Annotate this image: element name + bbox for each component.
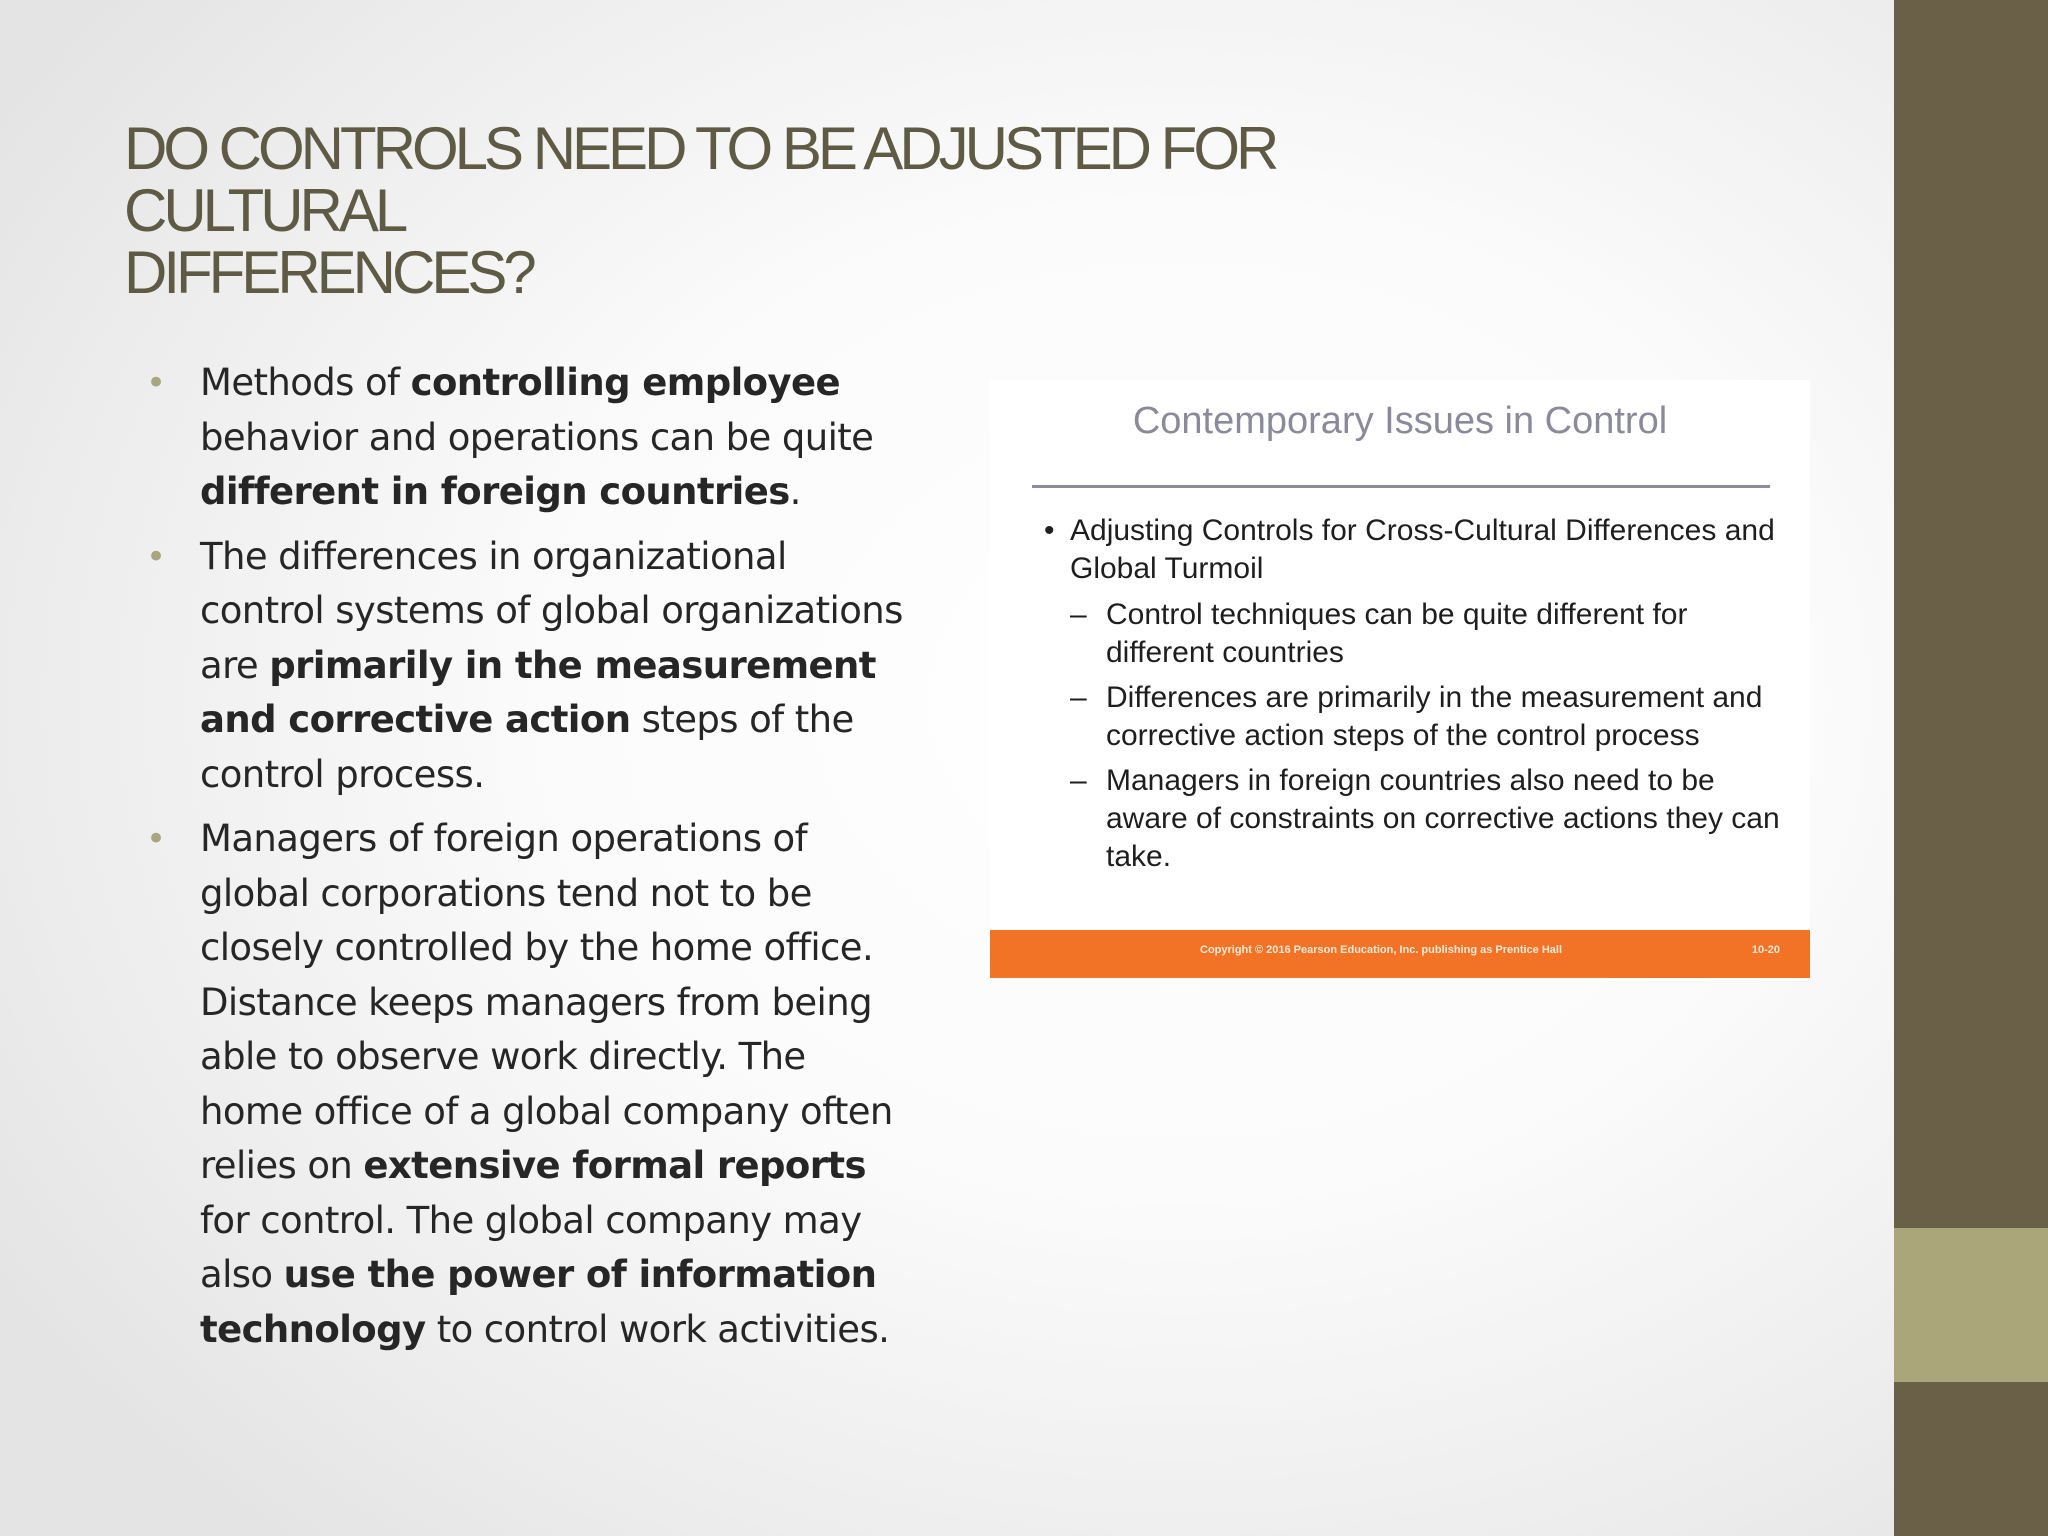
bullet-text: Managers of foreign operations of global corporations tend not to be closely controlled by the home office. Distance keeps managers from being able to observe work directly. The home office of a global company often relies on: [200, 817, 893, 1187]
embedded-dash-marker: –: [1070, 764, 1087, 797]
bullet-item: [146, 356, 906, 520]
bullet-item: [146, 812, 906, 1357]
bullet-bold-text: extensive formal reports: [363, 1144, 866, 1187]
bullet-text: steps of the control process.: [200, 698, 854, 796]
embedded-sub-item: [1040, 596, 1780, 672]
embedded-bullet-marker: •: [1044, 514, 1055, 547]
embedded-copyright: Copyright © 2016 Pearson Education, Inc. publishing as Prentice Hall: [1200, 944, 1563, 956]
bullet-text: .: [789, 470, 801, 513]
embedded-sub-item: [1040, 762, 1780, 876]
embedded-sub-text: Differences are primarily in the measurement and corrective action steps of the control process: [1106, 681, 1763, 752]
bullet-bold-text: different in foreign countries: [200, 470, 790, 513]
embedded-sub-text: Managers in foreign countries also need to be aware of constraints on corrective actions they can take.: [1106, 764, 1780, 873]
embedded-page-number: 10-20: [1751, 944, 1780, 956]
bullet-text: to control work activities.: [425, 1307, 890, 1351]
bullet-bold-text: primarily in the measurement and corrective action: [200, 643, 876, 741]
embedded-slide-footer: [990, 930, 1810, 978]
bullet-item: [146, 530, 906, 803]
bullet-text: Methods of: [200, 361, 411, 404]
embedded-slide-list: [1040, 512, 1780, 883]
embedded-main-text: Adjusting Controls for Cross-Cultural Differences and Global Turmoil: [1070, 514, 1775, 585]
bullet-marker: •: [146, 363, 166, 403]
bullet-bold-text: use the power of information technology: [200, 1253, 877, 1351]
embedded-slide-image: [990, 380, 1810, 980]
bullet-text: for control. The global company may also: [200, 1198, 862, 1296]
slide-title: [124, 115, 1524, 306]
embedded-slide-divider: [1032, 485, 1770, 488]
embedded-sub-text: Control techniques can be quite different for different countries: [1106, 598, 1688, 669]
embedded-dash-marker: –: [1070, 681, 1087, 714]
embedded-sub-item: [1040, 679, 1780, 755]
bullet-marker: •: [146, 819, 166, 859]
bullet-text: behavior and operations can be quite: [200, 415, 874, 459]
embedded-main-bullet: [1040, 512, 1780, 588]
embedded-slide-title: Contemporary Issues in Control: [1132, 400, 1668, 442]
bullet-marker: •: [146, 536, 166, 577]
bullet-text: The differences in organizational control systems of global organizations are: [200, 534, 903, 687]
side-accent-block: [1894, 1228, 2048, 1382]
title-line-2: DIFFERENCES?: [124, 239, 533, 306]
bullet-list: [146, 356, 906, 1367]
title-line-1: DO CONTROLS NEED TO BE ADJUSTED FOR CULTURAL: [124, 115, 1276, 244]
embedded-dash-marker: –: [1070, 598, 1087, 631]
bullet-bold-text: controlling employee: [410, 361, 840, 404]
